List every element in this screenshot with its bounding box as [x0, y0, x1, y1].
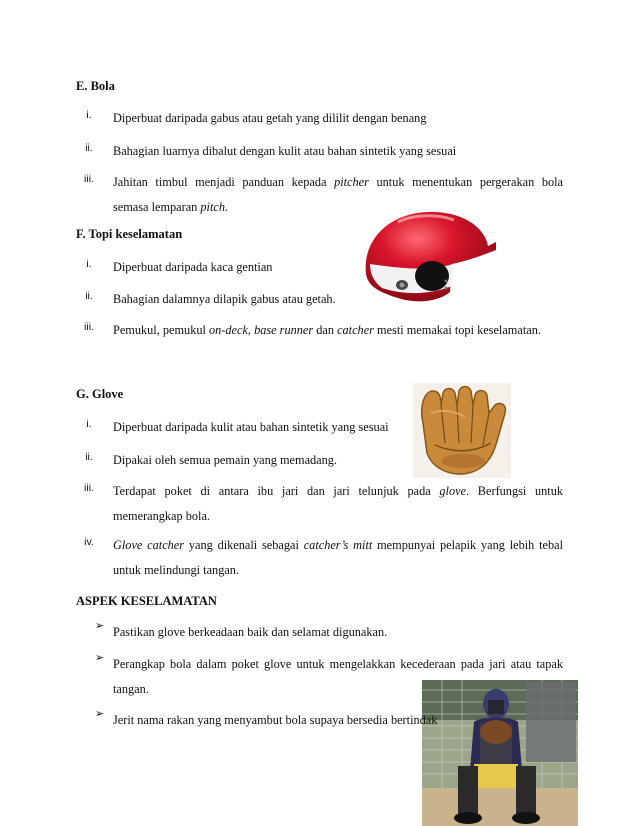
item-number: iii.: [84, 173, 94, 185]
arrow-bullet-icon: ➢: [95, 707, 105, 720]
section-g-heading: G. Glove: [76, 387, 124, 401]
item-number: iii.: [84, 482, 94, 494]
bullet-text: Jerit nama rakan yang menyambut bola supaya bersedia bertindak: [113, 713, 438, 727]
item-text: Terdapat poket di antara ibu jari dan jari telunjuk pada glove. Berfungsi untuk memerangkap bola.: [113, 484, 563, 523]
item-number: i.: [86, 418, 92, 430]
item-text: Dipakai oleh semua pemain yang memadang.: [113, 453, 338, 467]
item-number: i.: [86, 258, 92, 270]
item-text: Diperbuat daripada kaca gentian: [113, 260, 273, 274]
batting-helmet-icon: [358, 202, 498, 307]
catcher-photo-icon: [422, 680, 578, 826]
baseball-glove-icon: [413, 383, 511, 478]
catcher-image: [422, 680, 578, 826]
baseball-glove-image: [413, 383, 511, 478]
aspek-keselamatan-heading: ASPEK KESELAMATAN: [76, 594, 217, 608]
item-text: Bahagian luarnya dibalut dengan kulit atau bahan sintetik yang sesuai: [113, 144, 457, 158]
section-f-heading: F. Topi keselamatan: [76, 227, 183, 241]
item-number: ii.: [85, 142, 93, 154]
arrow-bullet-icon: ➢: [95, 651, 105, 664]
item-text: Glove catcher yang dikenali sebagai catcher’s mitt mempunyai pelapik yang lebih tebal untuk melindungi tangan.: [113, 538, 563, 577]
item-number: iii.: [84, 321, 94, 333]
arrow-bullet-icon: ➢: [95, 619, 105, 632]
item-text: Diperbuat daripada kulit atau bahan sintetik yang sesuai: [113, 420, 389, 434]
item-number: ii.: [85, 451, 93, 463]
item-text: Jahitan timbul menjadi panduan kepada pitcher untuk menentukan pergerakan bola semasa lemparan pitch.: [113, 175, 563, 214]
item-number: iv.: [84, 536, 94, 548]
item-number: ii.: [85, 290, 93, 302]
bullet-text: Pastikan glove berkeadaan baik dan selamat digunakan.: [113, 625, 388, 639]
batting-helmet-image: [358, 202, 498, 307]
item-number: i.: [86, 109, 92, 121]
item-text: Diperbuat daripada gabus atau getah yang dililit dengan benang: [113, 111, 427, 125]
item-text: Bahagian dalamnya dilapik gabus atau getah.: [113, 292, 336, 306]
item-text: Pemukul, pemukul on-deck, base runner dan catcher mesti memakai topi keselamatan.: [113, 323, 541, 337]
bullet-text: Perangkap bola dalam poket glove untuk mengelakkan kecederaan pada jari atau tapak tangan.: [113, 657, 563, 696]
section-e-heading: E. Bola: [76, 79, 115, 93]
